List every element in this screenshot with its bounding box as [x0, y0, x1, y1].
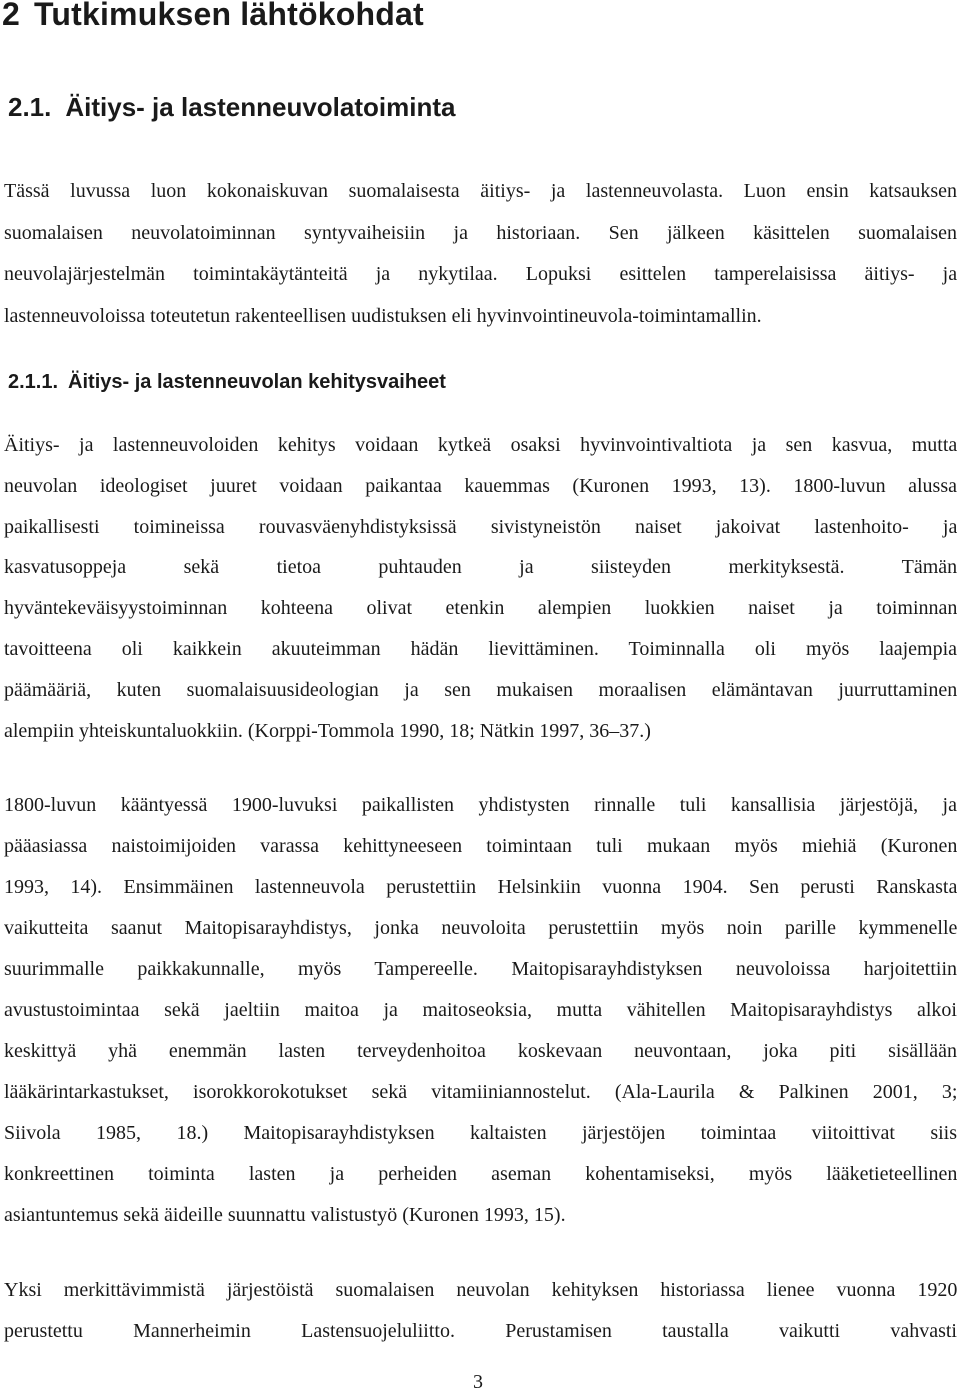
- text-line: vaikutteita saanut Maitopisarayhdistys, jonka neuvoloita perustettiin myös noin parille kymmenelle: [4, 917, 957, 939]
- text-line: paikallisesti toimineissa rouvasväenyhdistyksissä sivistyneistön naiset jakoivat lastenhoito- ja: [4, 515, 957, 538]
- text-line: Yksi merkittävimmistä järjestöistä suomalaisen neuvolan kehityksen historiassa lienee vuonna 1920: [4, 1279, 957, 1301]
- section-title: Äitiys- ja lastenneuvolatoiminta: [65, 92, 456, 122]
- text-line: konkreettinen toiminta lasten ja perheiden aseman kohentamiseksi, myös lääketieteellinen: [4, 1163, 957, 1185]
- text-line: suomalaisen neuvolatoiminnan syntyvaiheisiin ja historiaan. Sen jälkeen käsittelen suomalaisen: [4, 221, 957, 244]
- paragraph-history: [4, 425, 957, 751]
- text-line: suurimmalle paikkakunnalle, myös Tampereelle. Maitopisarayhdistyksen neuvoloissa harjoitettiin: [4, 958, 957, 980]
- text-line: keskittyä yhä enemmän lasten terveydenhoitoa koskevaan neuvontaan, joka piti sisällään: [4, 1040, 957, 1062]
- text-line: Tässä luvussa luon kokonaiskuvan suomalaisesta äitiys- ja lastenneuvolasta. Luon ensin katsauksen: [4, 180, 957, 202]
- text-line: neuvolan ideologiset juuret voidaan paikantaa kauemmas (Kuronen 1993, 13). 1800-luvun alussa: [4, 474, 957, 497]
- subsection-heading: [8, 368, 446, 396]
- text-line: 1993, 14). Ensimmäinen lastenneuvola perustettiin Helsinkiin vuonna 1904. Sen perusti Ranskasta: [4, 876, 957, 898]
- text-line: Äitiys- ja lastenneuvoloiden kehitys voidaan kytkeä osaksi hyvinvointivaltiota ja sen kasvua, mutta: [4, 434, 957, 456]
- chapter-title: Tutkimuksen lähtökohdat: [34, 0, 424, 32]
- text-line: perustettu Mannerheimin Lastensuojeluliitto. Perustamisen taustalla vaikutti vahvasti: [4, 1320, 957, 1342]
- paragraph-intro: [4, 171, 957, 337]
- chapter-heading: [2, 0, 424, 34]
- text-line: neuvolajärjestelmän toimintakäytänteitä ja nykytilaa. Lopuksi esittelen tamperelaisissa äitiys- ja: [4, 263, 957, 285]
- paragraph-organizations: [4, 785, 957, 1236]
- text-line: Siivola 1985, 18.) Maitopisarayhdistyksen kaltaisten järjestöjen toimintaa viitoittivat siis: [4, 1122, 957, 1144]
- text-line: 1800-luvun kääntyessä 1900-luvuksi paikallisten yhdistysten rinnalle tuli kansallisia järjestöjä, ja: [4, 794, 957, 816]
- paragraph-mll: [4, 1270, 957, 1352]
- text-line: päämääriä, kuten suomalaisuusideologian ja sen mukaisen moraalisen elämäntavan juurruttaminen: [4, 678, 957, 701]
- section-number: 2.1.: [8, 92, 52, 122]
- text-line: avustustoimintaa sekä jaeltiin maitoa ja maitoseoksia, mutta vähitellen Maitopisarayhdistys alkoi: [4, 999, 957, 1021]
- chapter-number: 2: [2, 0, 20, 32]
- text-line: asiantuntemus sekä äideille suunnattu valistustyö (Kuronen 1993, 15).: [4, 1204, 566, 1226]
- text-line: pääasiassa naistoimijoiden varassa kehittyneeseen toimintaan tuli mukaan myös miehiä (Kuronen: [4, 835, 957, 857]
- text-line: alempiin yhteiskuntaluokkiin. (Korppi-Tommola 1990, 18; Nätkin 1997, 36–37.): [4, 719, 651, 742]
- page-number: 3: [473, 1371, 483, 1393]
- text-line: kasvatusoppeja sekä tietoa puhtauden ja siisteyden merkityksestä. Tämän: [4, 556, 957, 579]
- subsection-title: Äitiys- ja lastenneuvolan kehitysvaiheet: [68, 371, 446, 393]
- text-line: tavoitteena oli kaikkein akuuteimman hädän lievittäminen. Toiminnalla oli myös laajempia: [4, 637, 957, 660]
- text-line: hyväntekeväisyystoiminnan kohteena olivat etenkin alempien luokkien naiset ja toiminnan: [4, 597, 957, 620]
- text-line: lääkärintarkastukset, isorokkorokotukset sekä vitamiiniannostelut. (Ala-Laurila & Palkinen 2001, 3;: [4, 1081, 957, 1103]
- text-line: lastenneuvoloissa toteutetun rakenteellisen uudistuksen eli hyvinvointineuvola-toimintamallin.: [4, 304, 762, 327]
- section-heading: [8, 90, 455, 124]
- subsection-number: 2.1.1.: [8, 371, 59, 393]
